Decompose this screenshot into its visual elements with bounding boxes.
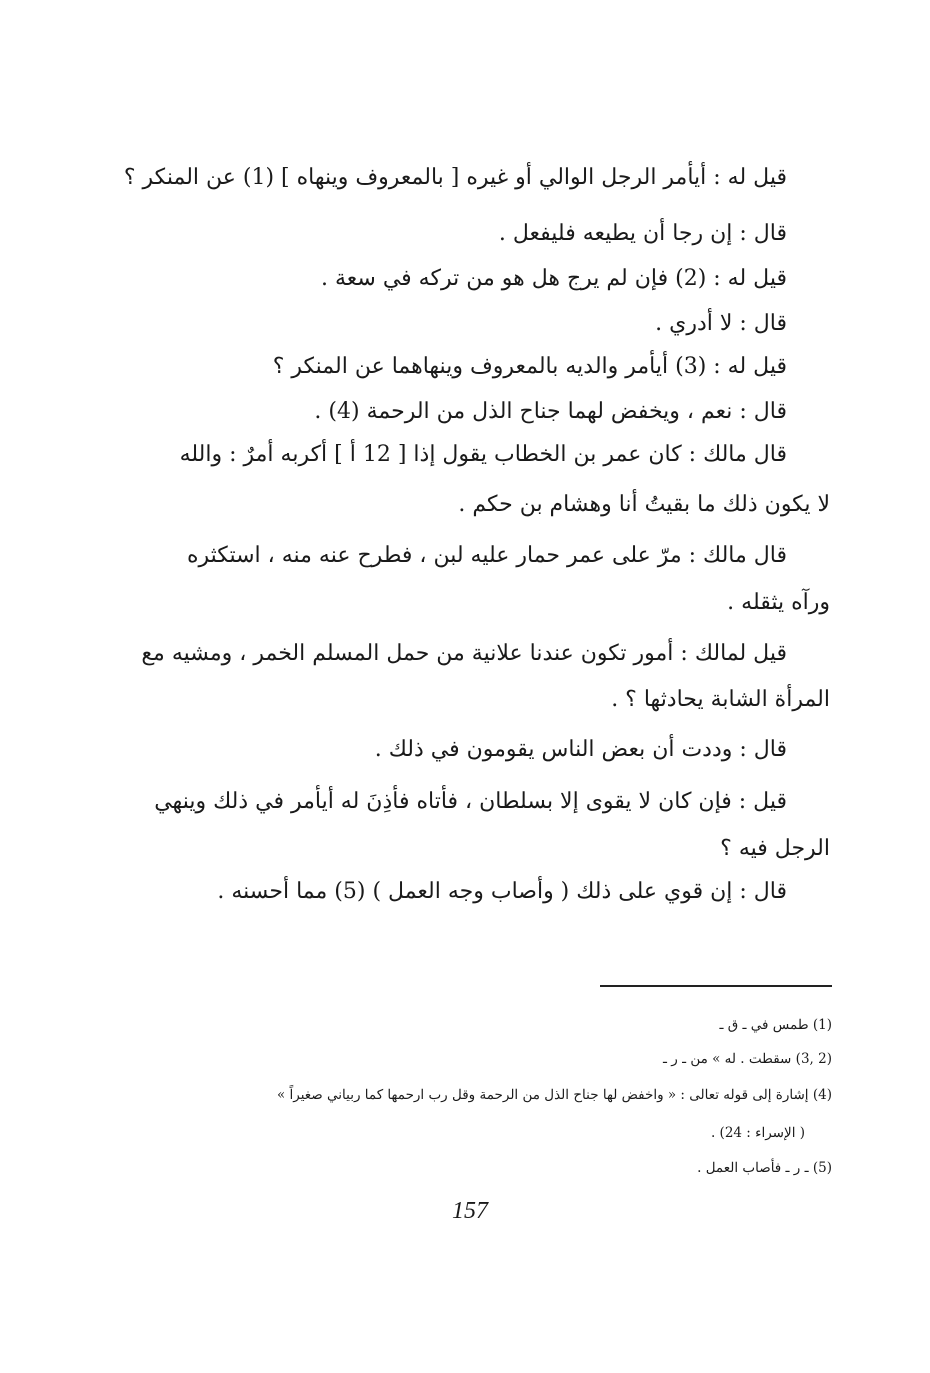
text-line: ورآه يثقله . [727,590,830,615]
footnote-separator [600,985,832,987]
page-number: 157 [452,1198,488,1224]
text-line: قيل له : (3) أيأمر والديه بالمعروف وينهاهما عن المنكر ؟ [272,354,787,379]
text-line: قال مالك : كان عمر بن الخطاب يقول إذا [ 12 أ ] أكربه أمرٌ : والله [179,442,787,467]
footnote: (4) إشارة إلى قوله تعالى : « واخفض لها جناح الذل من الرحمة وقل رب ارحمها كما ربياني صغيراً » [276,1087,832,1103]
text-line: قال : وددت أن بعض الناس يقومون في ذلك . [374,737,787,762]
text-line: لا يكون ذلك ما بقيتُ أنا وهشام بن حكم . [458,492,830,517]
text-line: قيل له : (2) فإن لم يرج هل هو من تركه في سعة . [321,266,787,291]
text-line: قال : إن قوي على ذلك ( وأصاب وجه العمل ) (5) مما أحسنه . [217,879,787,904]
text-line: قيل لمالك : أمور تكون عندنا علانية من حمل المسلم الخمر ، ومشيه مع [141,641,787,666]
text-line: قيل له : أيأمر الرجل الوالي أو غيره [ بالمعروف وينهاه ] (1) عن المنكر ؟ [123,165,787,190]
text-line: قال مالك : مرّ على عمر حمار عليه لبن ، فطرح عنه منه ، استكثره [186,543,787,568]
text-line: المرأة الشابة يحادثها ؟ . [611,687,830,712]
text-line: قيل : فإن كان لا يقوى إلا بسلطان ، فأتاه فأذِنَ له أيأمر في ذلك وينهي [154,789,787,814]
text-line: قال : إن رجا أن يطيعه فليفعل . [498,221,787,246]
text-line: الرجل فيه ؟ [720,836,830,861]
text-line: قال : نعم ، ويخفض لهما جناح الذل من الرحمة (4) . [314,399,787,424]
footnote: ( الإسراء : 24) . [710,1125,805,1141]
footnote: (5) ـ ر ـ فأصاب العمل . [697,1160,832,1176]
footnote: (1) طمس في ـ ق ـ [719,1017,832,1033]
footnote: (2 ,3) سقطت . له » من ـ ر ـ [663,1051,832,1067]
text-line: قال : لا أدري . [655,311,787,336]
